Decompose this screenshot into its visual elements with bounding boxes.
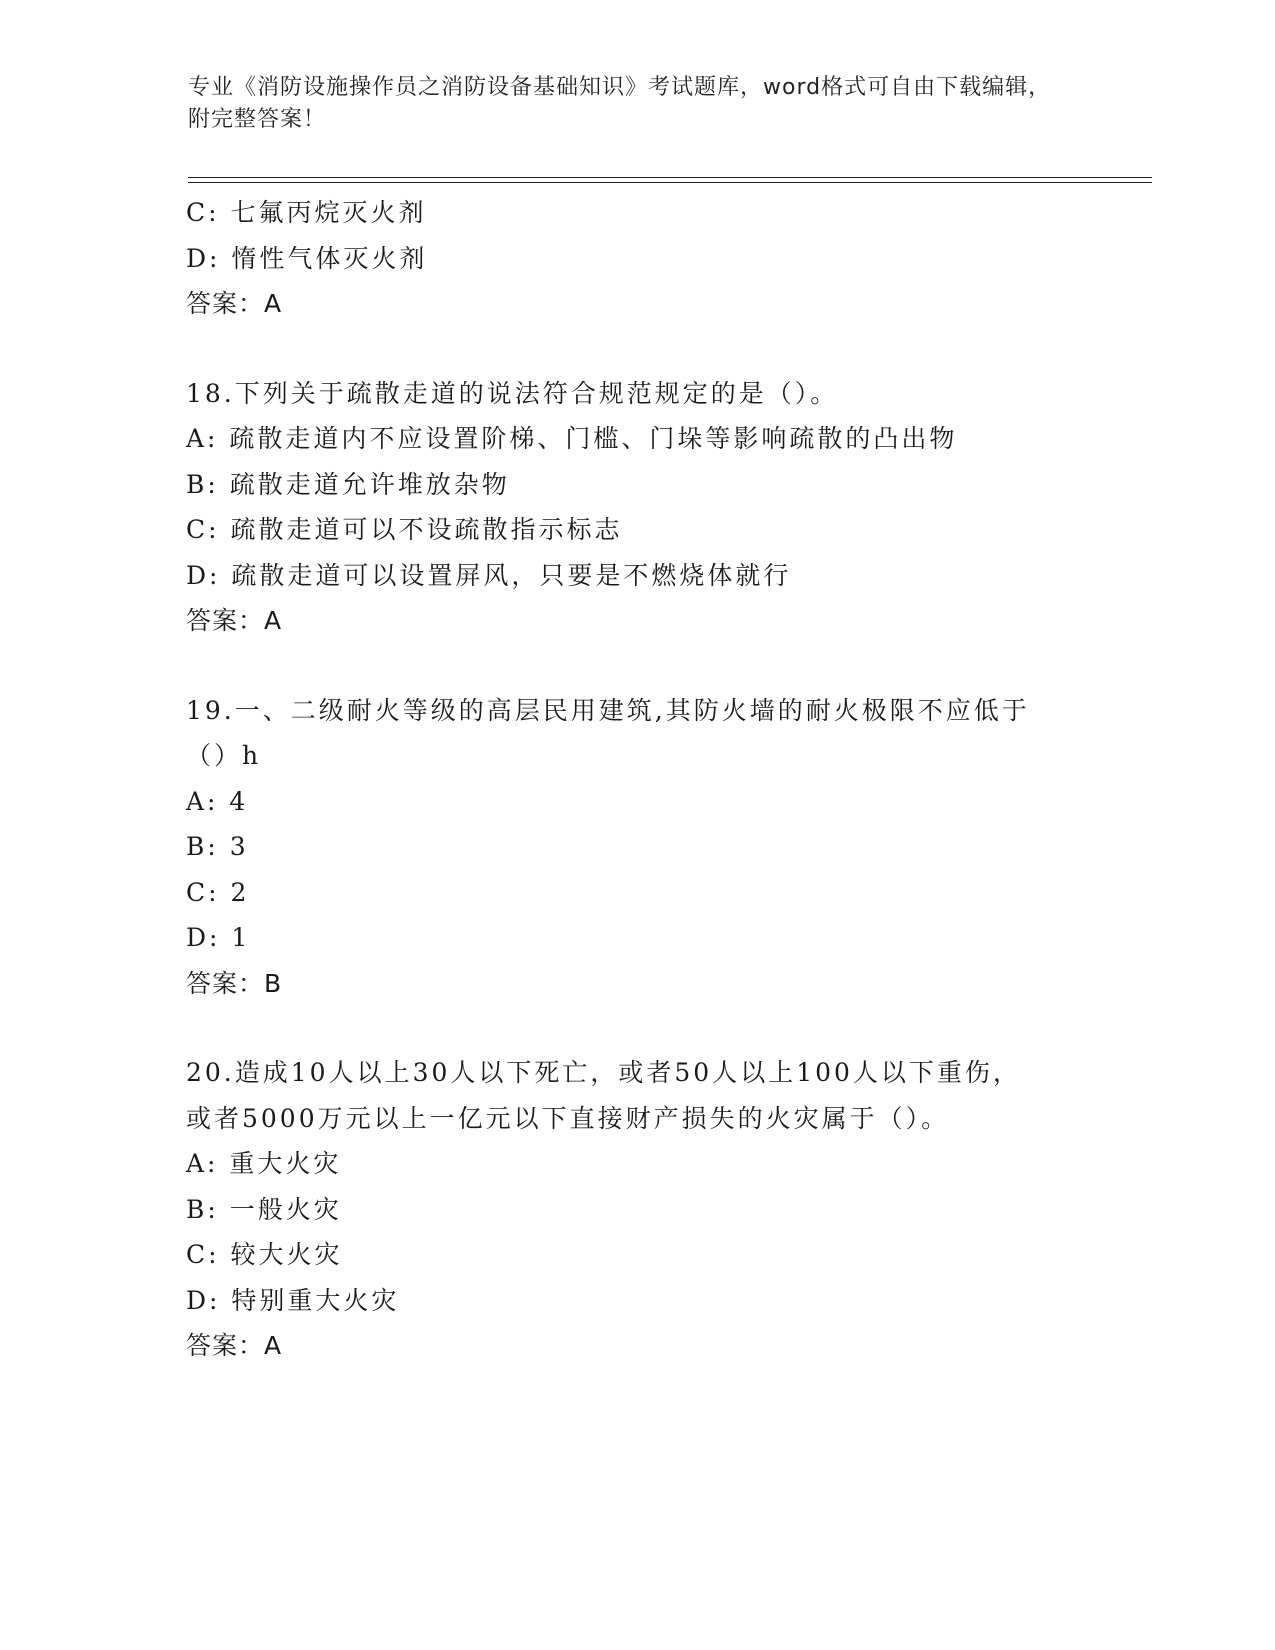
question-stem-continued: 或者5000万元以上一亿元以下直接财产损失的火灾属于（）。 (186, 1103, 950, 1133)
option-c: C: 疏散走道可以不设疏散指示标志 (186, 515, 623, 544)
header-divider-bottom (188, 182, 1152, 183)
answer-line: 答案：B (186, 968, 283, 998)
option-c: C: 较大火灾 (186, 1240, 343, 1269)
spacer (186, 1006, 1086, 1050)
option-d: D: 惰性气体灭火剂 (186, 243, 428, 273)
option-c: C: 2 (186, 877, 250, 907)
option-a: A: 重大火灾 (186, 1149, 342, 1178)
option-a: A: 4 (186, 786, 249, 816)
question-17-fragment (186, 190, 1086, 327)
answer-line: 答案：A (186, 606, 283, 635)
question-19 (186, 688, 1086, 1007)
spacer (186, 644, 1086, 688)
option-c: C: 七氟丙烷灭火剂 (186, 198, 427, 227)
option-b: B: 3 (186, 832, 249, 861)
question-18 (186, 371, 1086, 644)
answer-line: 答案：A (186, 1331, 283, 1360)
header-divider-top (188, 177, 1152, 178)
page-content (186, 190, 1086, 1369)
option-a: A: 疏散走道内不应设置阶梯、门槛、门垛等影响疏散的凸出物 (186, 424, 958, 453)
option-b: B: 一般火灾 (186, 1194, 342, 1224)
option-d: D: 1 (186, 923, 251, 952)
page-header: 专业《消防设施操作员之消防设备基础知识》考试题库，word格式可自由下载编辑，附完整答案！ (188, 75, 1052, 132)
question-stem: 19.一、二级耐火等级的高层民用建筑,其防火墙的耐火极限不应低于 (186, 695, 1030, 725)
option-d: D: 特别重大火灾 (186, 1285, 400, 1315)
question-20 (186, 1050, 1086, 1369)
option-b: B: 疏散走道允许堆放杂物 (186, 469, 510, 499)
question-stem: 18.下列关于疏散走道的说法符合规范规定的是（）。 (186, 378, 839, 408)
answer-line: 答案：A (186, 289, 283, 318)
option-d: D: 疏散走道可以设置屏风，只要是不燃烧体就行 (186, 560, 792, 590)
spacer (186, 327, 1086, 371)
question-stem-continued: （）h (186, 741, 262, 770)
question-stem: 20.造成10人以上30人以下死亡，或者50人以上100人以下重伤， (186, 1058, 1021, 1087)
